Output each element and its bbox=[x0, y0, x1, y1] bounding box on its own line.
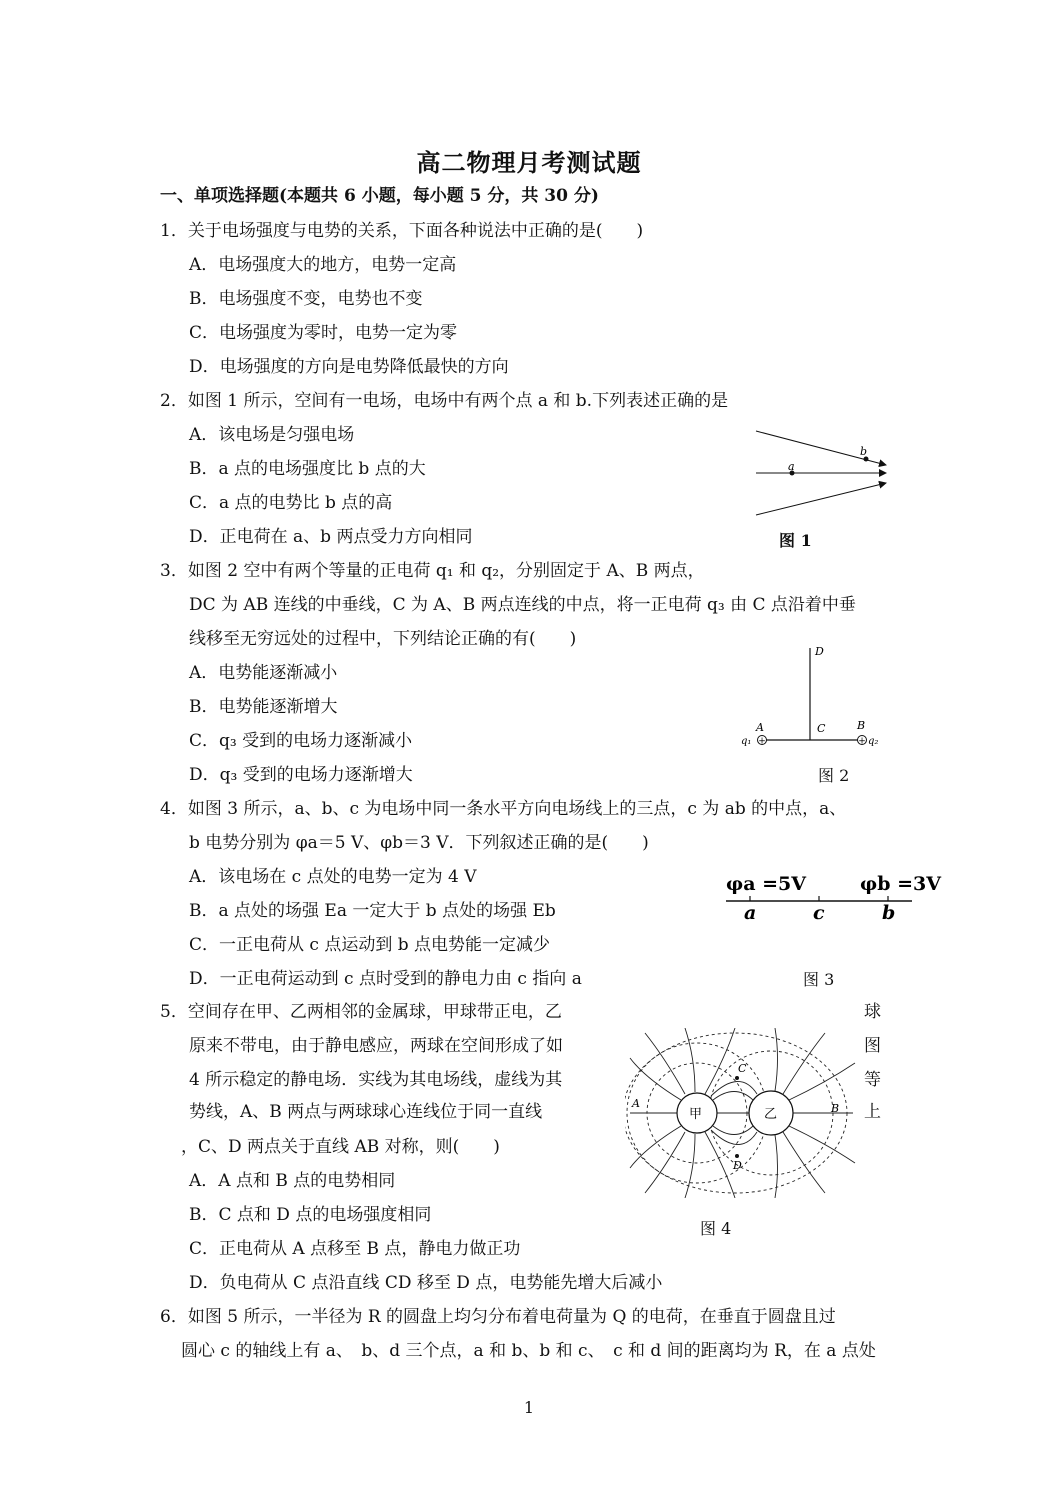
question-5-stem-line-4: 势线，A、B 两点与两球球心连线位于同一直线 bbox=[189, 1102, 543, 1122]
question-2-stem: 2．如图 1 所示，空间有一电场，电场中有两个点 a 和 b.下列表述正确的是 bbox=[160, 391, 729, 411]
question-5-option-a: A．A 点和 B 点的电势相同 bbox=[189, 1171, 396, 1191]
point-d-label: D bbox=[815, 645, 824, 658]
field-lines bbox=[630, 1028, 855, 1198]
figure-3-diagram bbox=[722, 866, 941, 926]
figure-4-diagram bbox=[625, 1028, 857, 1198]
question-5-side-char-1: 球 bbox=[864, 1002, 881, 1022]
point-a-label: a bbox=[788, 460, 795, 473]
point-c-dot bbox=[735, 1076, 739, 1080]
question-6-stem-line-2: 圆心 c 的轴线上有 a、 b、d 三个点，a 和 b、b 和 c、 c 和 d 间的距离均为 R，在 a 点处 bbox=[181, 1341, 876, 1361]
phi-a-label: φa =5V bbox=[726, 873, 806, 895]
figure-3-label: 图 3 bbox=[803, 970, 835, 989]
page-number: 1 bbox=[523, 1398, 535, 1417]
question-2-option-c: C．a 点的电势比 b 点的高 bbox=[189, 493, 393, 513]
question-2-option-a: A．该电场是匀强电场 bbox=[189, 425, 355, 445]
point-b-label: b bbox=[882, 902, 896, 924]
question-2-option-b: B．a 点的电场强度比 b 点的大 bbox=[189, 459, 426, 479]
charge-q1-plus: + bbox=[758, 736, 766, 747]
question-1-option-a: A．电场强度大的地方，电势一定高 bbox=[189, 255, 457, 275]
question-1-option-c: C．电场强度为零时，电势一定为零 bbox=[189, 323, 458, 343]
field-line-lower bbox=[756, 483, 886, 515]
question-5-option-b: B．C 点和 D 点的电场强度相同 bbox=[189, 1205, 432, 1225]
question-6-stem-line-1: 6．如图 5 所示，一半径为 R 的圆盘上均匀分布着电荷量为 Q 的电荷，在垂直于圆盘且过 bbox=[160, 1307, 836, 1327]
point-b-label: B bbox=[831, 1102, 840, 1115]
question-5-side-char-2: 图 bbox=[864, 1036, 881, 1056]
question-4-option-d: D．一正电荷运动到 c 点时受到的静电力由 c 指向 a bbox=[189, 969, 582, 989]
section-heading: 一、单项选择题(本题共 6 小题，每小题 5 分，共 30 分) bbox=[160, 186, 599, 206]
sphere-jia-label: 甲 bbox=[689, 1107, 703, 1122]
figure-2-label: 图 2 bbox=[818, 766, 850, 785]
question-5-option-c: C．正电荷从 A 点移至 B 点，静电力做正功 bbox=[189, 1239, 521, 1259]
question-3-option-c: C．q₃ 受到的电场力逐渐减小 bbox=[189, 731, 413, 751]
q2-label: q₂ bbox=[868, 736, 879, 747]
point-a-label: a bbox=[744, 902, 757, 924]
question-3-option-d: D．q₃ 受到的电场力逐渐增大 bbox=[189, 765, 413, 785]
question-3-stem-line-1: 3．如图 2 空中有两个等量的正电荷 q₁ 和 q₂，分别固定于 A、B 两点， bbox=[160, 561, 705, 581]
question-4-option-a: A．该电场在 c 点处的电势一定为 4 V bbox=[189, 867, 477, 887]
figure-1-label: 图 1 bbox=[779, 531, 812, 550]
q1-label: q₁ bbox=[741, 736, 752, 747]
point-a-label: A bbox=[756, 721, 764, 734]
question-3-stem-line-3: 线移至无穷远处的过程中，下列结论正确的有( ) bbox=[189, 629, 577, 649]
question-1-stem: 1．关于电场强度与电势的关系，下面各种说法中正确的是( ) bbox=[160, 221, 644, 241]
page-title: 高二物理月考测试题 bbox=[416, 148, 642, 177]
figure-4-label: 图 4 bbox=[700, 1219, 732, 1238]
point-a-label: A bbox=[632, 1097, 640, 1110]
question-4-stem-line-2: b 电势分别为 φa＝5 V、φb＝3 V．下列叙述正确的是( ) bbox=[189, 833, 649, 853]
question-5-option-d: D．负电荷从 C 点沿直线 CD 移至 D 点，电势能先增大后减小 bbox=[189, 1273, 663, 1293]
point-d-label: D bbox=[733, 1159, 742, 1172]
point-d-dot bbox=[735, 1154, 739, 1158]
question-5-stem-line-3: 4 所示稳定的静电场．实线为其电场线，虚线为其 bbox=[189, 1070, 563, 1090]
sphere-yi-label: 乙 bbox=[764, 1107, 778, 1122]
point-c-label: C bbox=[817, 722, 826, 735]
question-2-option-d: D．正电荷在 a、b 两点受力方向相同 bbox=[189, 527, 473, 547]
phi-b-label: φb =3V bbox=[860, 873, 941, 895]
point-b-label: b bbox=[860, 445, 868, 458]
question-3-option-b: B．电势能逐渐增大 bbox=[189, 697, 338, 717]
figure-2-diagram bbox=[735, 640, 890, 752]
point-c-label: C bbox=[738, 1062, 747, 1075]
question-5-side-char-3: 等 bbox=[864, 1070, 881, 1090]
point-c-label: c bbox=[813, 902, 825, 924]
question-5-stem-line-5: ，C、D 两点关于直线 AB 对称，则( ) bbox=[181, 1137, 500, 1157]
question-4-option-b: B．a 点处的场强 Ea 一定大于 b 点处的场强 Eb bbox=[189, 901, 556, 921]
question-5-stem-line-2: 原来不带电，由于静电感应，两球在空间形成了如 bbox=[189, 1036, 563, 1056]
point-b-label: B bbox=[857, 719, 866, 732]
question-4-stem-line-1: 4．如图 3 所示，a、b、c 为电场中同一条水平方向电场线上的三点，c 为 ab 的中点，a、 bbox=[160, 799, 847, 819]
question-3-stem-line-2: DC 为 AB 连线的中垂线，C 为 A、B 两点连线的中点，将一正电荷 q₃ 由 C 点沿着中垂 bbox=[189, 595, 856, 615]
question-1-option-b: B．电场强度不变，电势也不变 bbox=[189, 289, 423, 309]
question-1-option-d: D．电场强度的方向是电势降低最快的方向 bbox=[189, 357, 509, 377]
question-5-stem-line-1: 5．空间存在甲、乙两相邻的金属球，甲球带正电，乙 bbox=[160, 1002, 562, 1022]
question-4-option-c: C．一正电荷从 c 点运动到 b 点电势能一定减少 bbox=[189, 935, 551, 955]
question-3-option-a: A．电势能逐渐减小 bbox=[189, 663, 338, 683]
figure-1-diagram bbox=[750, 425, 895, 500]
question-5-side-char-4: 上 bbox=[864, 1102, 881, 1122]
charge-q2-plus: + bbox=[858, 736, 866, 747]
